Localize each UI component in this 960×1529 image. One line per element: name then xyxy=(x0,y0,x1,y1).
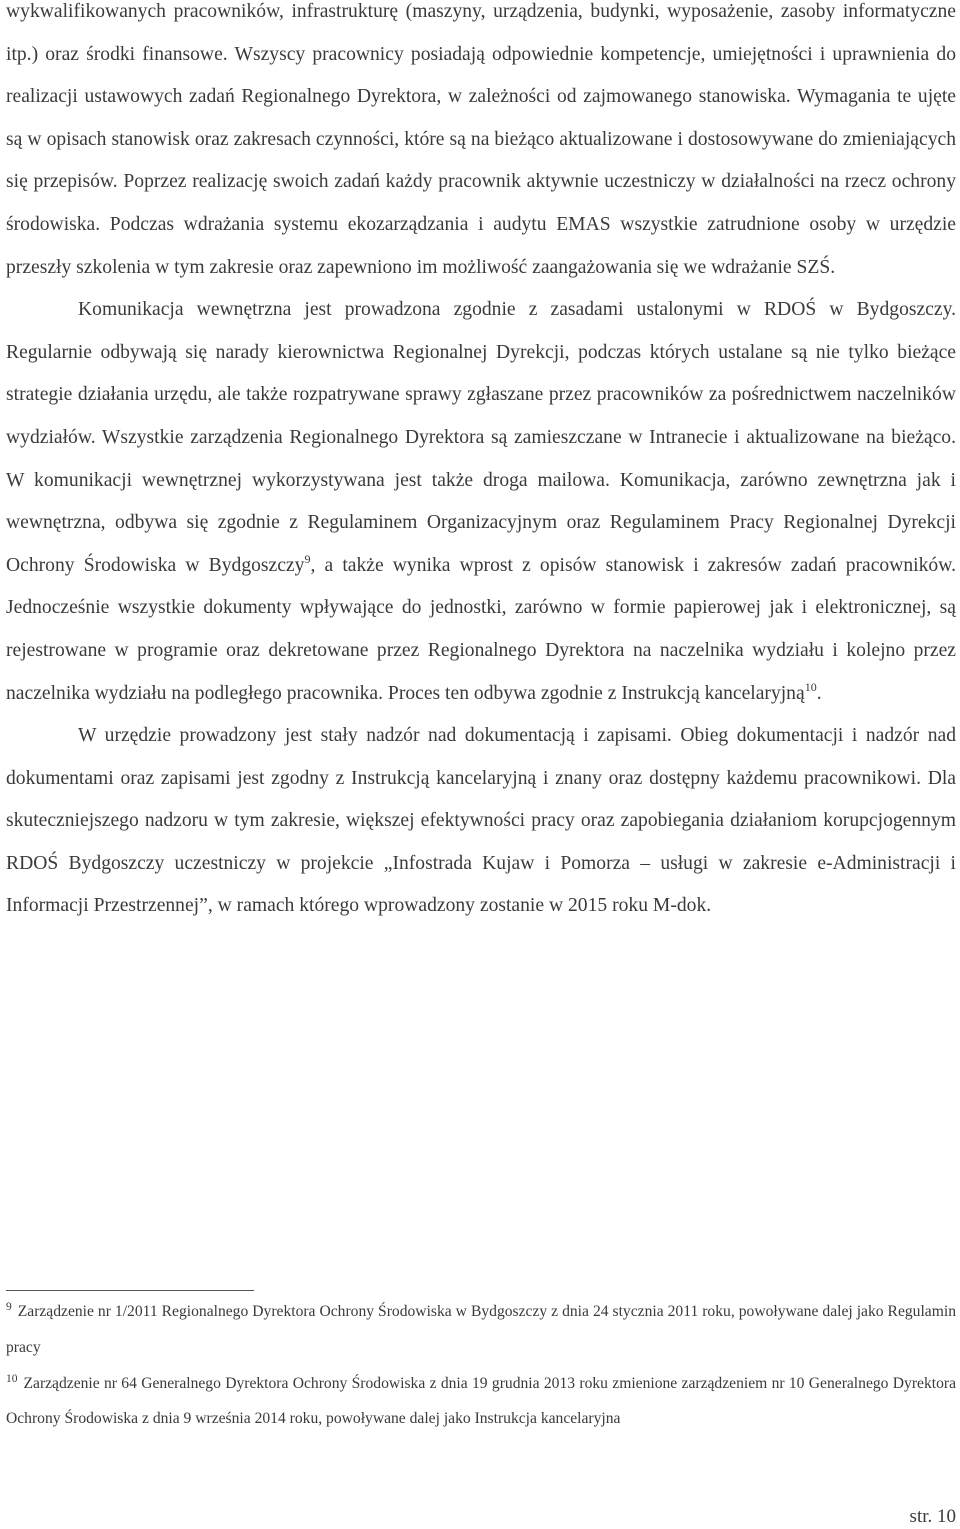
footnote-ref-10[interactable]: 10 xyxy=(804,679,817,694)
paragraph-document-supervision xyxy=(6,715,956,928)
paragraph-communication-text-c: . xyxy=(816,682,822,704)
document-page xyxy=(6,0,956,928)
footnote-9 xyxy=(6,1294,956,1366)
footnote-10-number: 10 xyxy=(6,1372,18,1385)
footnote-10 xyxy=(6,1366,956,1438)
footnote-ref-9[interactable]: 9 xyxy=(304,551,311,566)
footnote-9-text: Zarządzenie nr 1/2011 Regionalnego Dyrektora Ochrony Środowiska w Bydgoszczy z dnia 24 stycznia 2011 roku, powoływane dalej jako Regulamin pracy xyxy=(6,1303,956,1356)
paragraph-communication-text-b: , a także wynika wprost z opisów stanowisk i zakresów zadań pracowników. Jednocześnie wszystkie dokumenty wpływające do jednostki, zarówno w formie papierowej jak i elektronicznej, są rejestrowane w programie oraz dekretowane przez Regionalnego Dyrektora na naczelnika wydziału i kolejno przez naczelnika wydziału na podległego pracownika. Proces ten odbywa zgodnie z Instrukcją kancelaryjną xyxy=(6,554,956,704)
paragraph-supervision-text: W urzędzie prowadzony jest stały nadzór nad dokumentacją i zapisami. Obieg dokumentacji i nadzór nad dokumentami oraz zapisami jest zgodny z Instrukcją kancelaryjną i znany oraz dostępny każdemu pracownikowi. Dla skuteczniejszego nadzoru w tym zakresie, większej efektywności pracy oraz zapobiegania działaniom korupcjogennym RDOŚ Bydgoszczy uczestniczy w projekcie „Infostrada Kujaw i Pomorza – usługi w zakresie e-Administracji i Informacji Przestrzennej”, w ramach którego wprowadzony zostanie w 2015 roku M-dok. xyxy=(6,725,956,917)
footnote-separator xyxy=(6,1290,254,1291)
footnote-10-text: Zarządzenie nr 64 Generalnego Dyrektora Ochrony Środowiska z dnia 19 grudnia 2013 roku zmienione zarządzeniem nr 10 Generalnego Dyrektora Ochrony Środowiska z dnia 9 września 2014 roku, powoływane dalej jako Instrukcja kancelaryjna xyxy=(6,1374,956,1428)
page-number: str. 10 xyxy=(909,1506,956,1527)
footnote-9-number: 9 xyxy=(6,1301,12,1313)
footnotes-section xyxy=(6,1294,956,1437)
paragraph-competencies-text: wykwalifikowanych pracowników, infrastrukturę (maszyny, urządzenia, budynki, wyposażenie, zasoby informatyczne itp.) oraz środki finansowe. Wszyscy pracownicy posiadają odpowiednie kompetencje, umiejętności i uprawnienia do realizacji ustawowych zadań Regionalnego Dyrektora, w zależności od zajmowanego stanowiska. Wymagania te ujęte są w opisach stanowisk oraz zakresach czynności, które są na bieżąco aktualizowane i dostosowywane do zmieniających się przepisów. Poprzez realizację swoich zadań każdy pracownik aktywnie uczestniczy w działalności na rzecz ochrony środowiska. Podczas wdrażania systemu ekozarządzania i audytu EMAS wszystkie zatrudnione osoby w urzędzie przeszły szkolenia w tym zakresie oraz zapewniono im możliwość zaangażowania się we wdrażanie SZŚ. xyxy=(6,1,956,278)
paragraph-competencies xyxy=(6,0,956,289)
paragraph-internal-communication xyxy=(6,289,956,715)
paragraph-communication-text-a: Komunikacja wewnętrzna jest prowadzona zgodnie z zasadami ustalonymi w RDOŚ w Bydgoszczy. Regularnie odbywają się narady kierownictwa Regionalnej Dyrekcji, podczas których ustalane są nie tylko bieżące strategie działania urzędu, ale także rozpatrywane sprawy zgłaszane przez pracowników za pośrednictwem naczelników wydziałów. Wszystkie zarządzenia Regionalnego Dyrektora są zamieszczane w Intranecie i aktualizowane na bieżąco. W komunikacji wewnętrznej wykorzystywana jest także droga mailowa. Komunikacja, zarówno zewnętrzna jak i wewnętrzna, odbywa się zgodnie z Regulaminem Organizacyjnym oraz Regulaminem Pracy Regionalnej Dyrekcji Ochrony Środowiska w Bydgoszczy xyxy=(6,299,956,576)
